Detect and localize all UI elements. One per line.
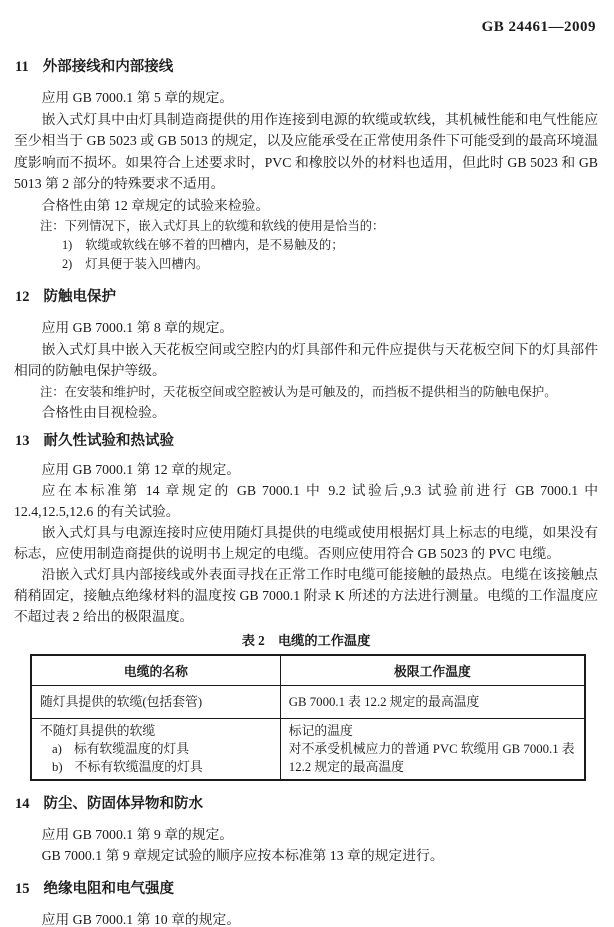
table-row: [31, 686, 585, 719]
paragraph: 应用 GB 7000.1 第 5 章的规定。: [41, 90, 234, 105]
section-15: [14, 881, 598, 927]
table-cell-cable-name: 随灯具提供的软缆(包括套管): [31, 686, 280, 719]
cable-working-temperature-table: [30, 654, 586, 781]
cell-item-text: 不标有软缆温度的灯具: [74, 760, 203, 774]
note-text: 下列情况下，嵌入式灯具上的软缆和软线的使用是恰当的：: [64, 219, 385, 233]
cell-line: 对不承受机械应力的普通 PVC 软缆用 GB 7000.1 表 12.2 规定的最高温度: [288, 742, 575, 774]
paragraph: 嵌入式灯具与电源连接时应使用随灯具提供的电缆或使用根据灯具上标志的电缆，如果没有标志，应使用制造商提供的说明书上规定的电缆。否则应使用符合 GB 5023 的 PVC 电缆。: [14, 525, 598, 561]
note-item-text: 灯具便于装入凹槽内。: [85, 257, 209, 271]
table-row: [31, 719, 585, 781]
note-text: 在安装和维护时，天花板空间或空腔被认为是可触及的，而挡板不提供相当的防触电保护。: [64, 384, 557, 399]
paragraph: 合格性由目视检验。: [41, 404, 166, 420]
note-item: [62, 236, 598, 255]
section-number: 11: [15, 59, 29, 75]
paragraph: 沿嵌入式灯具内部接线或外表面寻找在正常工作时电缆可能接触的最热点。电缆在该接触点稍稍固定，接触点绝缘材料的温度按 GB 7000.1 附录 K 所述的方法进行测量。电缆的工作温度应不超过表 2 给出的极限温度。: [14, 567, 598, 624]
section-number: 15: [15, 881, 30, 897]
table-cell-limit-temperature: [280, 719, 585, 781]
table-cell-limit-temperature: GB 7000.1 表 12.2 规定的最高温度: [280, 686, 585, 719]
section-number: 14: [15, 796, 30, 812]
table-header-row: [31, 655, 585, 686]
cell-item-marker: a): [52, 742, 62, 756]
table-header-cable-name: 电缆的名称: [31, 655, 280, 686]
section-13-heading: [15, 433, 598, 450]
section-title: 外部接线和内部接线: [42, 59, 174, 75]
cell-item: [52, 758, 272, 776]
cell-item-marker: b): [52, 760, 63, 774]
note-line: [40, 217, 598, 236]
section-12-heading: [15, 289, 598, 306]
note-label: 注：: [40, 219, 65, 233]
section-title: 绝缘电阻和电气强度: [43, 881, 174, 897]
note-block: [40, 383, 598, 402]
cell-item: [52, 740, 272, 758]
note-item: [62, 255, 598, 274]
doc-number: GB 24461—2009: [481, 19, 596, 35]
paragraph: 应用 GB 7000.1 第 8 章的规定。: [41, 320, 234, 335]
table-cell-cable-name: [31, 719, 280, 781]
paragraph: 应用 GB 7000.1 第 10 章的规定。: [41, 912, 241, 927]
section-number: 12: [15, 289, 30, 305]
paragraph: 应用 GB 7000.1 第 12 章的规定。: [41, 462, 241, 477]
table-caption: 表 2 电缆的工作温度: [241, 633, 371, 648]
section-title: 防尘、防固体异物和防水: [43, 796, 203, 812]
paragraph: 应用 GB 7000.1 第 9 章的规定。: [41, 827, 234, 842]
section-11: [14, 59, 598, 274]
section-11-heading: [15, 59, 598, 76]
section-13: [14, 433, 598, 781]
note-item-marker: 1): [62, 238, 73, 252]
cell-item-text: 标有软缆温度的灯具: [73, 742, 190, 756]
section-title: 防触电保护: [43, 289, 116, 305]
table-header-limit-temperature: 极限工作温度: [280, 655, 585, 686]
section-number: 13: [15, 433, 30, 449]
note-item-text: 软缆或软线在够不着的凹槽内，是不易触及的；: [85, 238, 344, 252]
paragraph: 合格性由第 12 章规定的试验来检验。: [41, 197, 270, 213]
section-title: 耐久性试验和热试验: [43, 433, 174, 449]
note-item-marker: 2): [62, 257, 73, 271]
section-15-heading: [15, 881, 598, 898]
note-line: [40, 383, 598, 402]
paragraph: 嵌入式灯具中嵌入天花板空间或空腔内的灯具部件和元件应提供与天花板空间下的灯具部件相同的防触电保护等级。: [14, 341, 598, 378]
paragraph: 嵌入式灯具中由灯具制造商提供的用作连接到电源的软缆或软线，其机械性能和电气性能应至少相当于 GB 5023 或 GB 5013 的规定，以及应能承受在正常使用条件下可能受到的最高环境温度影响而不损坏。如果符合上述要求时，PVC 和橡胶以外的材料也适用，但此时 GB 5023 和 GB 5013 第 2 部分的特殊要求不适用。: [14, 111, 598, 191]
cell-line: 不随灯具提供的软缆: [40, 724, 156, 738]
paragraph: GB 7000.1 第 9 章规定试验的顺序应按本标准第 13 章的规定进行。: [41, 848, 444, 863]
cell-line: 标记的温度: [288, 724, 353, 738]
note-label: 注：: [40, 384, 65, 399]
section-12: [14, 289, 598, 423]
note-block: [40, 217, 598, 274]
paragraph: 应在本标准第 14 章规定的 GB 7000.1 中 9.2 试验后,9.3 试验前进行 GB 7000.1 中 12.4,12.5,12.6 的有关试验。: [14, 483, 598, 519]
section-14-heading: [15, 796, 598, 813]
section-14: [14, 796, 598, 866]
